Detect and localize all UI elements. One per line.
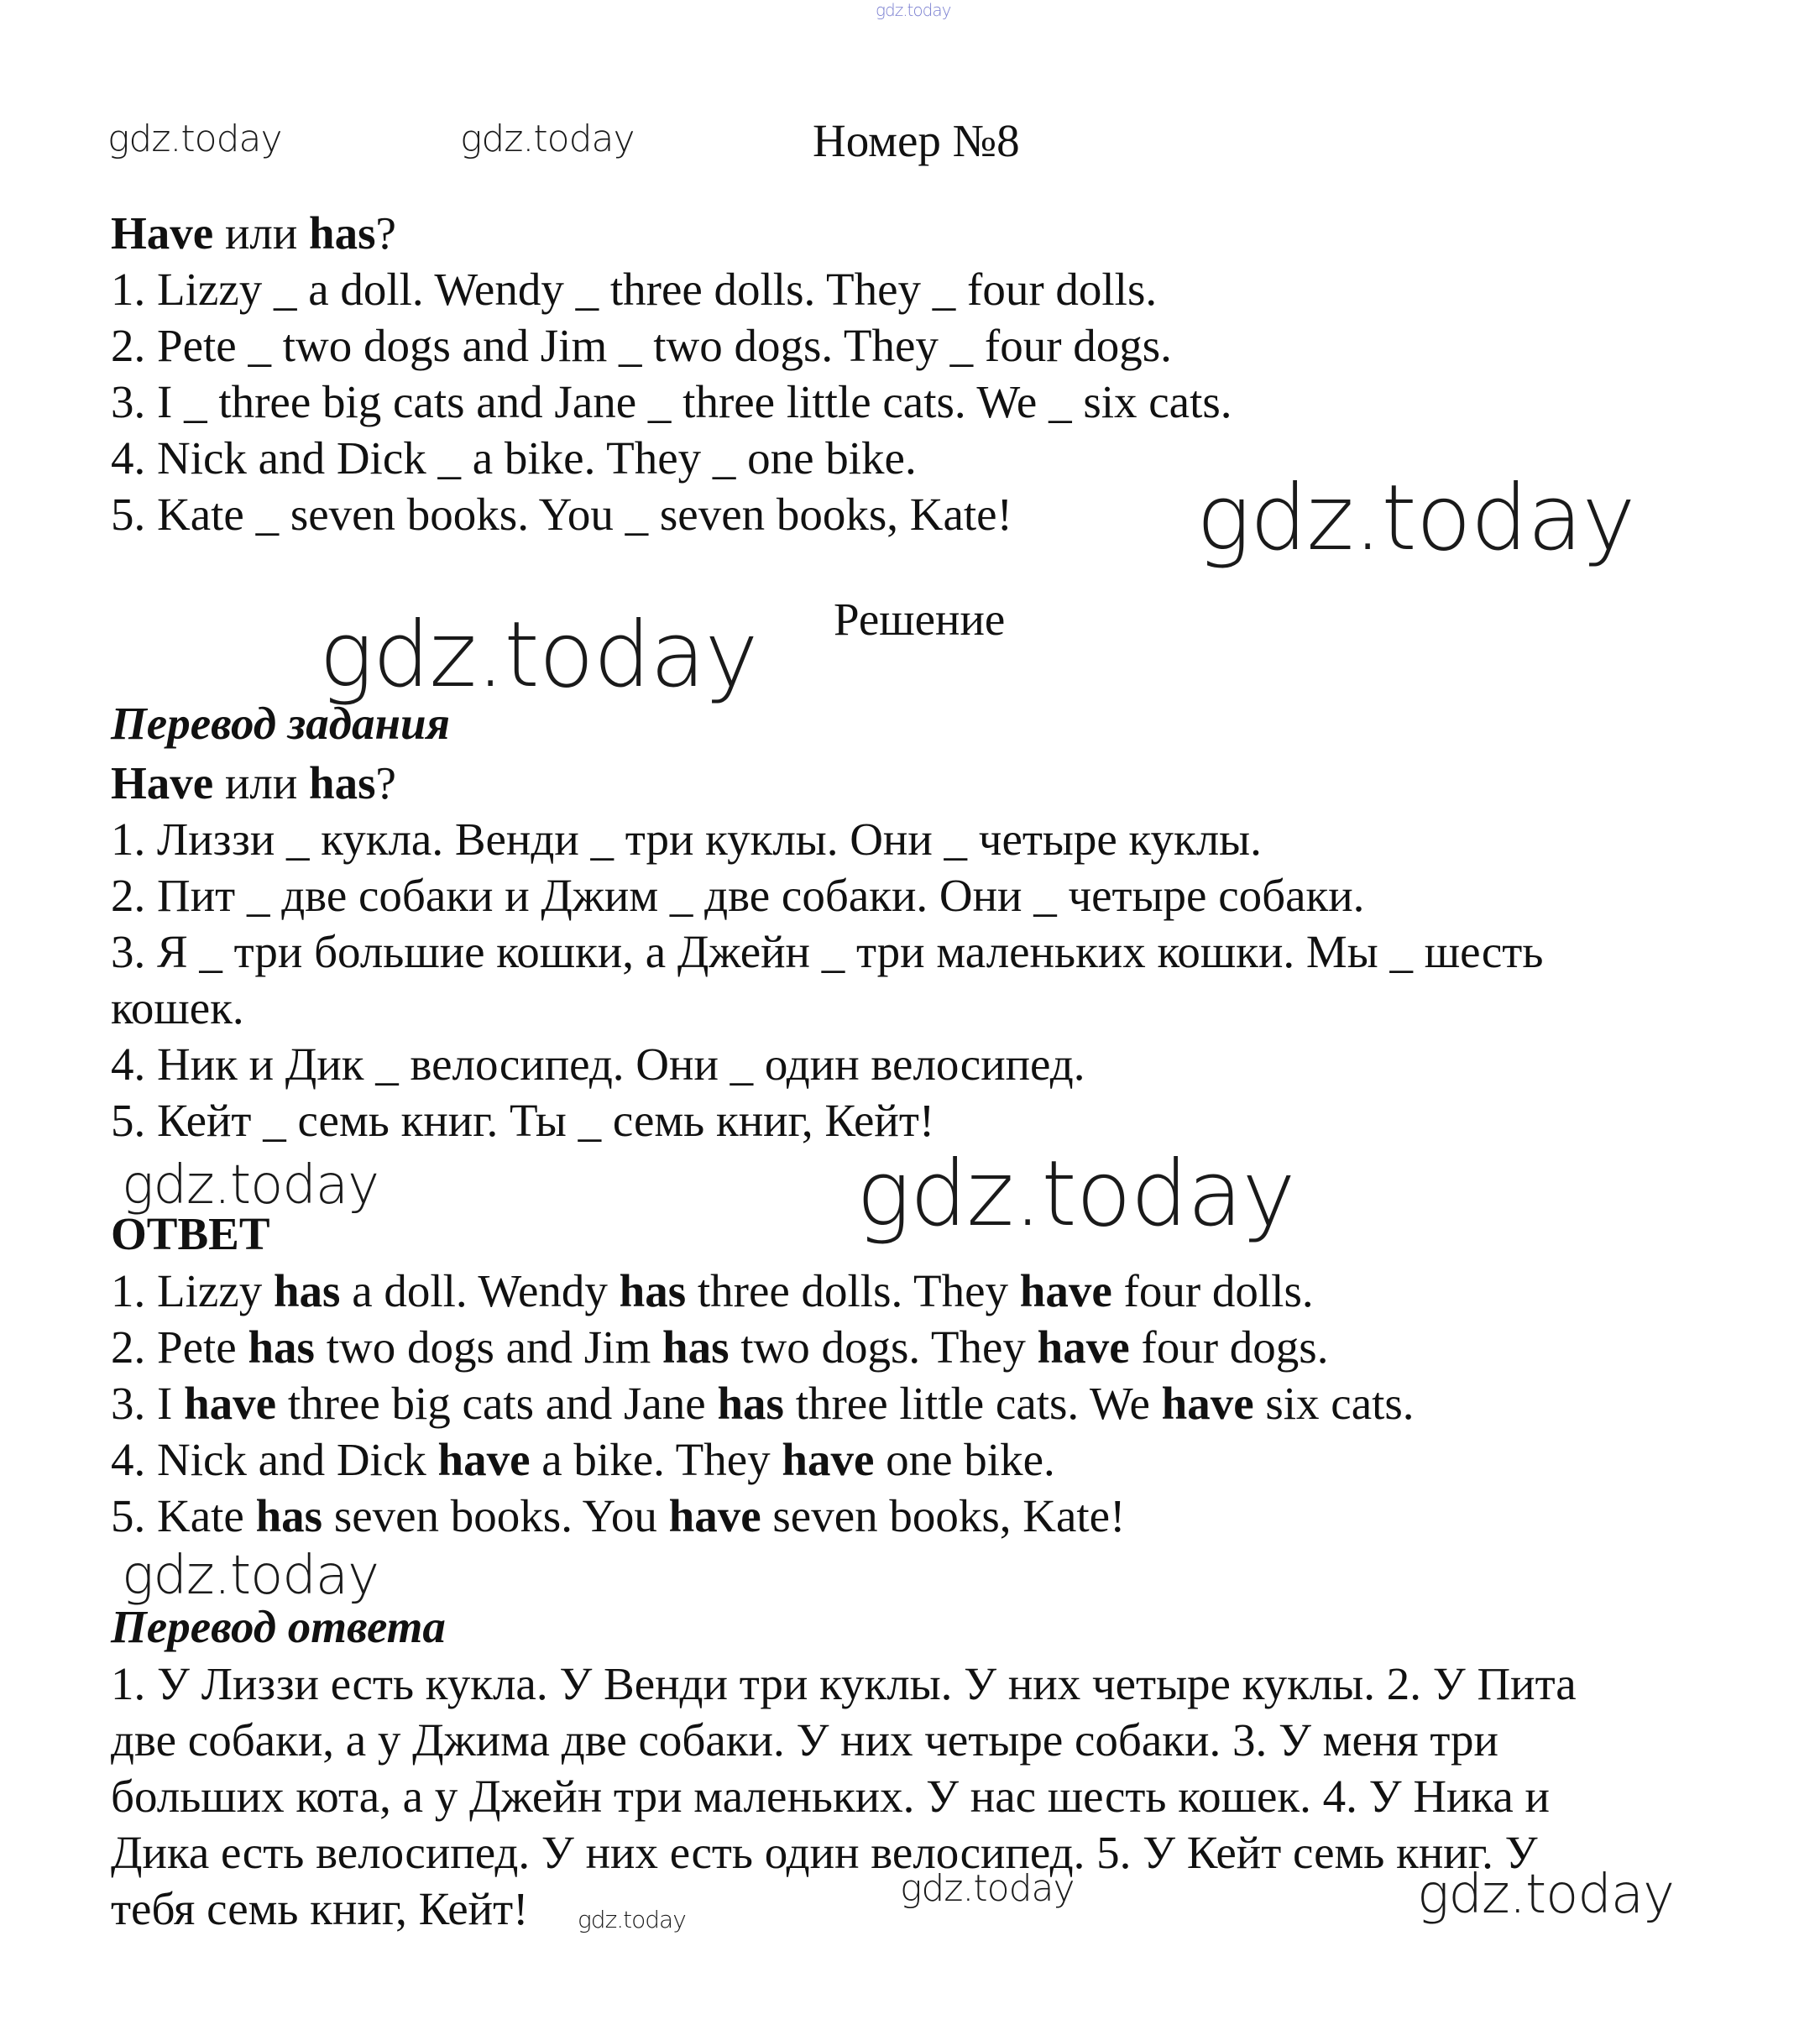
watermark-large-left: gdz.today bbox=[319, 603, 758, 708]
answer-verb: have bbox=[668, 1490, 761, 1541]
answer-translation-line: тебя семь книг, Кейт! bbox=[111, 1883, 529, 1934]
answer-text: 4. Nick and Dick bbox=[111, 1434, 438, 1485]
answer-text: a doll. Wendy bbox=[340, 1265, 620, 1316]
translation-question-end: ? bbox=[375, 757, 396, 808]
answer-verb: have bbox=[782, 1434, 875, 1485]
watermark-top: gdz.today bbox=[876, 0, 951, 20]
watermark-header-middle: gdz.today bbox=[460, 118, 635, 160]
answer-verb: have bbox=[1019, 1265, 1112, 1316]
answer-text: six cats. bbox=[1253, 1378, 1415, 1429]
answer-text: 1. Lizzy bbox=[111, 1265, 274, 1316]
answer-verb: have bbox=[184, 1378, 277, 1429]
answer-text: a bike. They bbox=[530, 1434, 782, 1485]
answer-verb: has bbox=[255, 1490, 323, 1541]
answer-text: seven books. You bbox=[322, 1490, 669, 1541]
answer-text: 5. Kate bbox=[111, 1490, 256, 1541]
watermark-header-left: gdz.today bbox=[107, 118, 282, 160]
task-line: 1. Lizzy _ a doll. Wendy _ three dolls. They _ four dolls. bbox=[111, 264, 1158, 315]
watermark-small-bottom: gdz.today bbox=[578, 1906, 686, 1933]
answer-verb: have bbox=[1161, 1378, 1254, 1429]
answer-line bbox=[111, 1488, 1125, 1544]
translation-question-has: has bbox=[309, 757, 376, 808]
translation-heading: Перевод задания bbox=[111, 698, 450, 749]
task-question-end: ? bbox=[375, 207, 396, 259]
task-question-mid: или bbox=[213, 207, 310, 259]
answer-verb: has bbox=[662, 1321, 730, 1373]
page-title: Номер №8 bbox=[813, 115, 1020, 166]
task-line: 5. Kate _ seven books. You _ seven books, Kate! bbox=[111, 489, 1012, 540]
watermark-mid-center: gdz.today bbox=[856, 1142, 1295, 1247]
answer-translation-line: 1. У Лиззи есть кукла. У Венди три куклы. У них четыре куклы. 2. У Пита bbox=[111, 1658, 1577, 1709]
answer-line bbox=[111, 1264, 1314, 1319]
answer-text: four dogs. bbox=[1129, 1321, 1329, 1373]
translation-line: 2. Пит _ две собаки и Джим _ две собаки. Они _ четыре собаки. bbox=[111, 870, 1365, 921]
answer-text: two dogs. They bbox=[729, 1321, 1038, 1373]
watermark-mid-left: gdz.today bbox=[122, 1154, 379, 1216]
watermark-large-right: gdz.today bbox=[1196, 466, 1635, 571]
answer-heading: ОТВЕТ bbox=[111, 1208, 270, 1259]
answer-verb: have bbox=[1037, 1321, 1130, 1373]
watermark-bottom-center: gdz.today bbox=[900, 1867, 1075, 1910]
answer-translation-heading: Перевод ответа bbox=[111, 1601, 446, 1652]
answer-text: two dogs and Jim bbox=[314, 1321, 662, 1373]
task-question-have: Have bbox=[111, 207, 214, 259]
answer-translation-line: больших кота, а у Джейн три маленьких. У нас шесть кошек. 4. У Ника и bbox=[111, 1771, 1550, 1822]
answer-line bbox=[111, 1320, 1328, 1375]
translation-line: 3. Я _ три большие кошки, а Джейн _ три маленьких кошки. Мы _ шесть bbox=[111, 926, 1544, 977]
solution-label: Решение bbox=[834, 594, 1006, 645]
translation-line: кошек. bbox=[111, 982, 244, 1033]
answer-text: four dolls. bbox=[1111, 1265, 1314, 1316]
translation-line: 1. Лиззи _ кукла. Венди _ три куклы. Они _ четыре куклы. bbox=[111, 814, 1262, 865]
translation-question-mid: или bbox=[213, 757, 310, 808]
translation-line: 4. Ник и Дик _ велосипед. Они _ один велосипед. bbox=[111, 1039, 1085, 1090]
answer-text: 3. I bbox=[111, 1378, 185, 1429]
answer-text: one bike. bbox=[874, 1434, 1055, 1485]
answer-verb: have bbox=[437, 1434, 531, 1485]
answer-text: three dolls. They bbox=[686, 1265, 1020, 1316]
answer-verb: has bbox=[248, 1321, 315, 1373]
translation-question-have: Have bbox=[111, 757, 214, 808]
task-line: 3. I _ three big cats and Jane _ three little cats. We _ six cats. bbox=[111, 376, 1232, 427]
answer-verb: has bbox=[619, 1265, 687, 1316]
task-line: 2. Pete _ two dogs and Jim _ two dogs. They _ four dogs. bbox=[111, 320, 1172, 371]
watermark-lower-left: gdz.today bbox=[122, 1545, 379, 1607]
answer-text: 2. Pete bbox=[111, 1321, 248, 1373]
answer-verb: has bbox=[717, 1378, 784, 1429]
translation-question bbox=[111, 756, 396, 811]
answer-text: seven books, Kate! bbox=[761, 1490, 1126, 1541]
watermark-bottom-right: gdz.today bbox=[1417, 1864, 1674, 1926]
answer-text: three big cats and Jane bbox=[276, 1378, 718, 1429]
task-line: 4. Nick and Dick _ a bike. They _ one bike. bbox=[111, 432, 917, 484]
answer-verb: has bbox=[273, 1265, 341, 1316]
answer-line bbox=[111, 1432, 1055, 1488]
task-question bbox=[111, 206, 396, 261]
translation-line: 5. Кейт _ семь книг. Ты _ семь книг, Кейт! bbox=[111, 1095, 935, 1146]
answer-line bbox=[111, 1376, 1415, 1431]
task-question-has: has bbox=[309, 207, 376, 259]
answer-text: three little cats. We bbox=[783, 1378, 1162, 1429]
answer-translation-line: Дика есть велосипед. У них есть один велосипед. 5. У Кейт семь книг. У bbox=[111, 1827, 1538, 1878]
answer-translation-line: две собаки, а у Джима две собаки. У них четыре собаки. 3. У меня три bbox=[111, 1714, 1498, 1766]
